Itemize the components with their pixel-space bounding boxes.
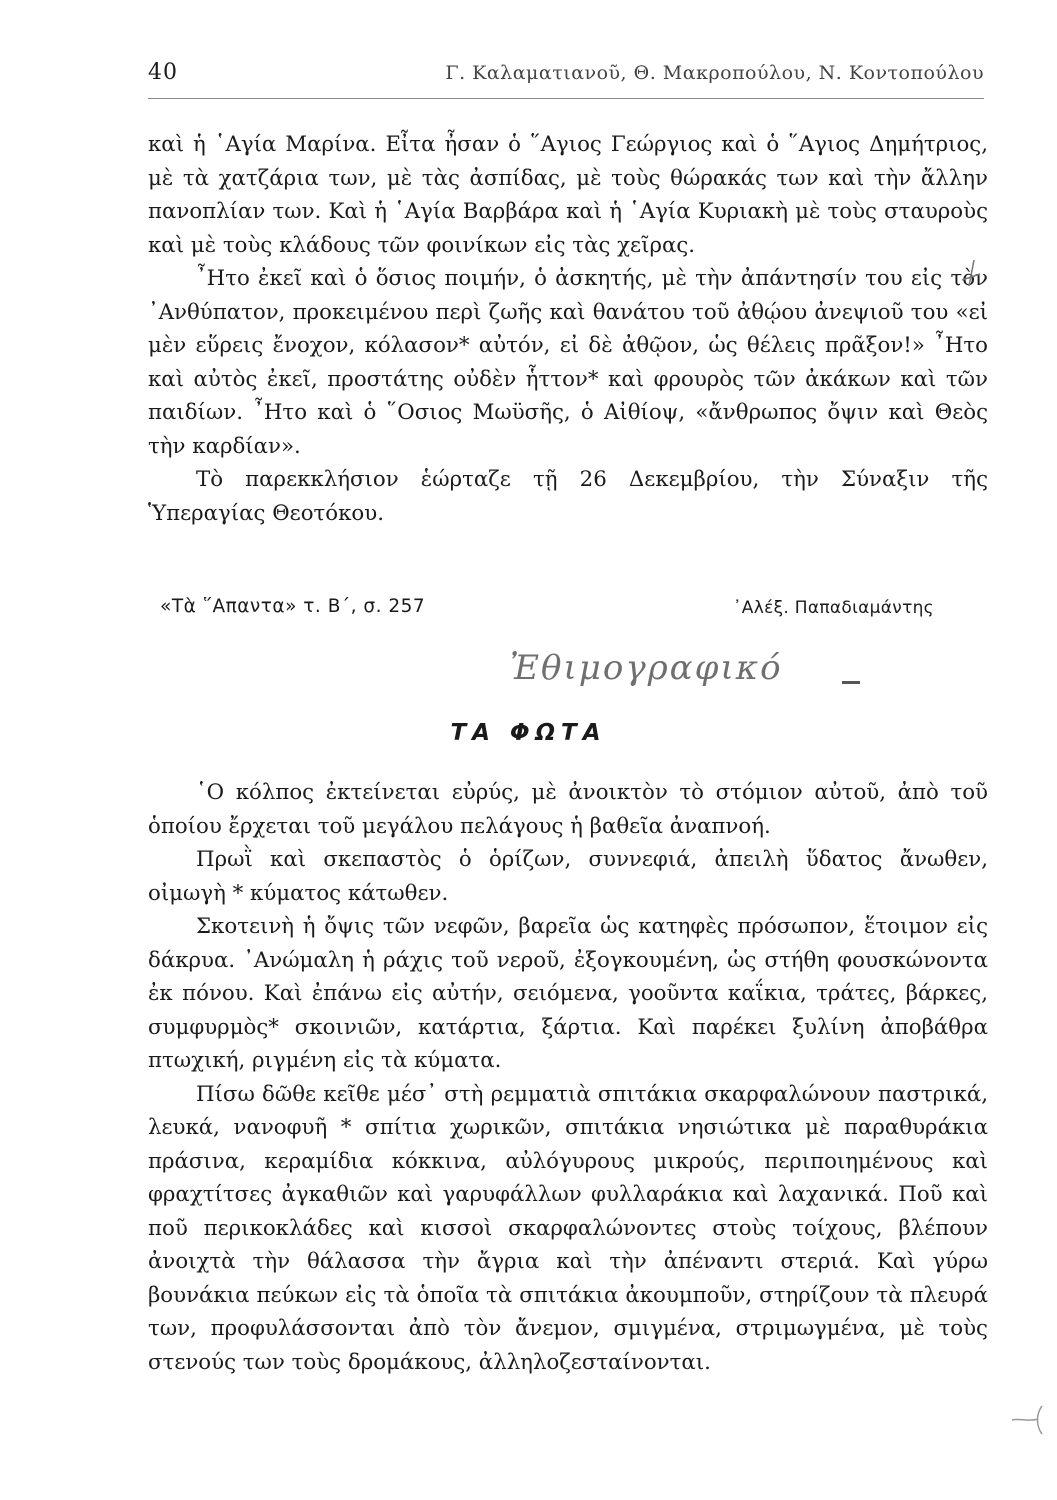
margin-scribble-icon (1010, 1400, 1050, 1440)
excerpt2-paragraph-4: Πίσω δῶθε κεῖθε μέσ᾿ στὴ ρεμματιὰ σπιτάκια σκαρφαλώνουν παστρικά, λευκά, νανοφυῆ * σπίτια χωρικῶν, σπιτάκια νησιώτικα μὲ παραθυράκια πράσινα, κεραμίδια κόκκινα, αὐλόγυρους μικρούς, περιποιημένους καὶ φραχτίτσες ἀγκαθιῶν καὶ γαρυφάλλων φυλλαράκια καὶ λαχανικά. Ποῦ καὶ ποῦ περικοκλάδες καὶ κισσοὶ σκαρφαλώνοντες στοὺς τοίχους, βλέπουν ἀνοιχτὰ τὴν θάλασσα τὴν ἄγρια καὶ τὴν ἀπέναντι στεριά. Καὶ γύρω βουνάκια πεύκων εἰς τὰ ὁποῖα τὰ σπιτάκια ἀκουμποῦν, στηρίζουν τὰ πλευρά των, προφυλάσσονται ἀπὸ τὸν ἄνεμον, σμιγμένα, στριμωγμένα, μὲ τοὺς στενούς των τοὺς δρομάκους, ἀλληλοζεσταίνονται. (148, 1081, 988, 1375)
excerpt1-paragraph-3: Τὸ παρεκκλήσιον ἑώρταζε τῇ 26 Δεκεμβρίου, τὴν Σύναξιν τῆς Ὑπεραγίας Θεοτόκου. (148, 467, 988, 526)
excerpt2-paragraph-2: Πρωῒ καὶ σκεπαστὸς ὁ ὁρίζων, συννεφιά, ἀπειλὴ ὕδατος ἄνωθεν, οἰμωγὴ * κύματος κάτωθεν. (148, 847, 988, 906)
excerpt2-paragraph-1: ῾Ο κόλπος ἐκτείνεται εὐρύς, μὲ ἀνοικτὸν τὸ στόμιον αὐτοῦ, ἀπὸ τοῦ ὁποίου ἔρχεται τοῦ μεγάλου πελάγους ἡ βαθεῖα ἀναπνοή. (148, 780, 988, 839)
excerpt1-paragraph-2: ῏Ητο ἐκεῖ καὶ ὁ ὅσιος ποιμήν, ὁ ἀσκητής, μὲ τὴν ἀπάντησίν του εἰς τὸν ᾿Ανθύπατον, προκειμένου περὶ ζωῆς καὶ θανάτου τοῦ ἀθῴου ἀνεψιοῦ του «εἰ μὲν εὕρεις ἔνοχον, κόλασον* αὐτόν, εἰ δὲ ἀθῷον, ὡς θέλεις πρᾶξον!» ῏Ητο καὶ αὐτὸς ἐκεῖ, προστάτης οὐδὲν ἧττον* καὶ φρουρὸς τῶν ἀκάκων καὶ τῶν παιδίων. ῏Ητο καὶ ὁ ῞Οσιος Μωϋσῆς, ὁ Αἰθίοψ, «ἄνθρωπος ὄψιν καὶ Θεὸς τὴν καρδίαν». (148, 266, 988, 459)
page-number: 40 (148, 60, 178, 85)
citation-author: ᾿Αλέξ. Παπαδιαμάντης (733, 598, 934, 618)
excerpt1-paragraph-1: καὶ ἡ ῾Αγία Μαρίνα. Εἶτα ἦσαν ὁ ῞Αγιος Γεώργιος καὶ ὁ ῞Αγιος Δημήτριος, μὲ τὰ χατζάρια των, μὲ τὰς ἀσπίδας, μὲ τοὺς θώρακάς των καὶ τὴν ἄλλην πανοπλίαν των. Καὶ ἡ ῾Αγία Βαρβάρα καὶ ἡ ῾Αγία Κυριακὴ μὲ τοὺς σταυροὺς καὶ μὲ τοὺς κλάδους τῶν φοινίκων εἰς τὰς χεῖρας. (148, 132, 988, 258)
excerpt-ta-fota (148, 776, 988, 1379)
pen-mark-icon (958, 258, 984, 288)
handwritten-annotation: Ἐθιμογραφικό (510, 648, 783, 688)
handwritten-dash (842, 681, 860, 684)
running-head-authors: Γ. Καλαματιανοῦ, Θ. Μακροπούλου, Ν. Κοντοπούλου (445, 62, 984, 84)
page-header (148, 58, 984, 99)
excerpt2-paragraph-3: Σκοτεινὴ ἡ ὄψις τῶν νεφῶν, βαρεῖα ὡς κατηφὲς πρόσωπον, ἕτοιμον εἰς δάκρυα. ᾿Ανώμαλη ἡ ράχις τοῦ νεροῦ, ἐξογκουμένη, ὡς στήθη φουσκώνοντα ἐκ πόνου. Καὶ ἐπάνω εἰς αὐτήν, σειόμενα, γοοῦντα καΐκια, τράτες, βάρκες, συμφυρμὸς* σκοινιῶν, κατάρτια, ξάρτια. Καὶ παρέκει ξυλίνη ἀποβάθρα πτωχική, ριγμένη εἰς τὰ κύματα. (148, 914, 988, 1073)
excerpt-papadiamantis (148, 128, 988, 530)
citation-source: «Τὰ ῞Απαντα» τ. Β΄, σ. 257 (160, 596, 426, 617)
section-title: ΤΑ ΦΩΤΑ (450, 720, 607, 746)
